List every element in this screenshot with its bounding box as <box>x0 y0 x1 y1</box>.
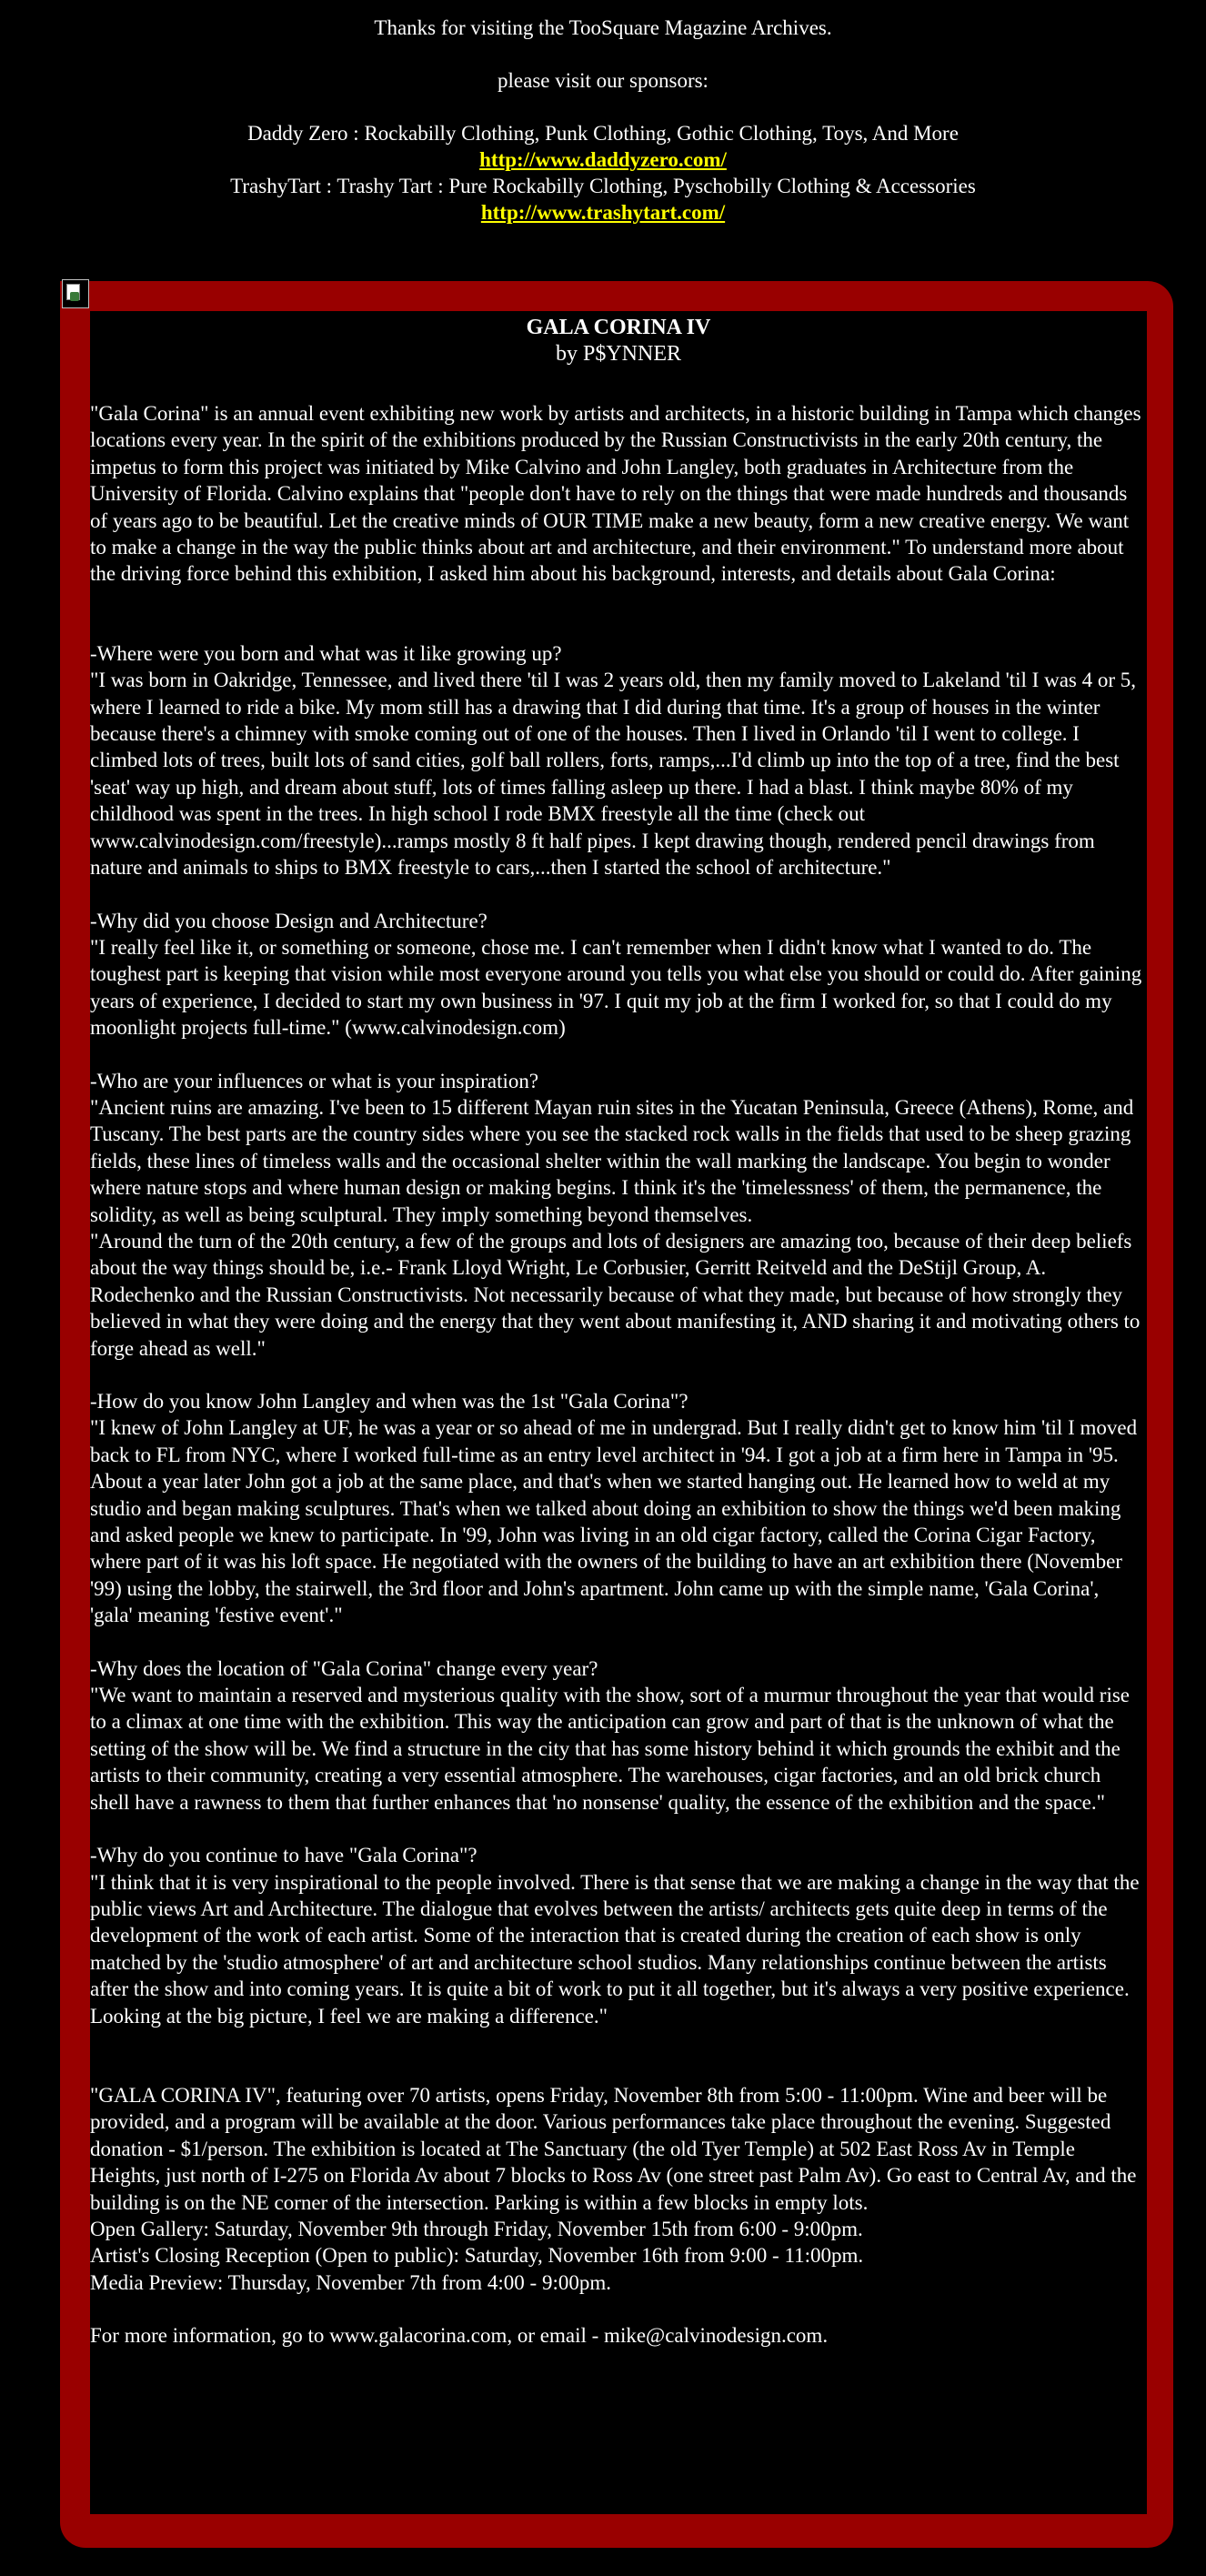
article-body <box>90 400 1147 2350</box>
sponsor-daddyzero-link[interactable]: http://www.daddyzero.com/ <box>479 148 727 171</box>
interview-question: -How do you know John Langley and when was the 1st "Gala Corina"? <box>90 1390 688 1413</box>
interview-answer: "I was born in Oakridge, Tennessee, and lived there 'til I was 2 years old, then my family moved to Lakeland 'til I was 4 or 5, where I learned to ride a bike. My mom still has a drawing that I did during that time. It's a group of houses in the winter because there's a chimney with smoke coming out of one of the houses. Then I lived in Orlando 'til I went to college. I climbed lots of trees, built lots of sand cities, golf ball rollers, forts, ramps,...I'd climb up into the top of a tree, find the best 'seat' way up high, and dream about stuff, lots of times falling asleep up there. I had a blast. I think maybe 80% of my childhood was spent in the trees. In high school I rode BMX freestyle all the time (check out www.calvinodesign.com/freestyle)...ramps mostly 8 ft half pipes. I kept drawing though, rendered pencil drawings from nature and animals to ships to BMX freestyle to cars,...then I started the school of architecture." <box>90 669 1137 880</box>
schedule-line: Media Preview: Thursday, November 7th from 4:00 - 9:00pm. <box>90 2270 611 2294</box>
event-schedule <box>90 2216 1143 2296</box>
sponsor-trashytart-text: TrashyTart : Trashy Tart : Pure Rockabilly Clothing, Pyschobilly Clothing & Accessories <box>230 175 976 197</box>
interview-item <box>90 1842 1143 2029</box>
interview-item <box>90 1655 1143 1816</box>
article-content <box>90 311 1147 2514</box>
interview-item <box>90 908 1143 1041</box>
schedule-line: Artist's Closing Reception (Open to public): Saturday, November 16th from 9:00 - 11:00pm. <box>90 2244 864 2268</box>
interview-question: -Why does the location of "Gala Corina" change every year? <box>90 1656 598 1680</box>
more-info: For more information, go to www.galacorina.com, or email - mike@calvinodesign.com. <box>90 2324 829 2348</box>
article-title: GALA CORINA IV <box>526 316 711 339</box>
schedule-line: Open Gallery: Saturday, November 9th through Friday, November 15th from 6:00 - 9:00pm. <box>90 2217 863 2240</box>
interview-answer: "Ancient ruins are amazing. I've been to 15 different Mayan ruin sites in the Yucatan Peninsula, Greece (Athens), Rome, and Tuscany. The best parts are the country sides where you see the stacked rock walls in the fields that used to be sheep grazing fields, these lines of timeless walls and the occasional shelter within the wall marking the landscape. You begin to wonder where nature stops and where human design or making begins. I think it's the 'timelessness' of them, the permanence, the solidity, as well as being sculptural. They imply something beyond themselves. <box>90 1095 1134 1226</box>
article-intro: "Gala Corina" is an annual event exhibiting new work by artists and architects, in a historic building in Tampa which changes locations every year. In the spirit of the exhibitions produced by the Russian Constructivists in the early 20th century, the impetus to form this project was initiated by Mike Calvino and John Langley, both graduates in Architecture from the University of Florida. Calvino explains that "people don't have to rely on the things that were made hundreds and thousands of years ago to be beautiful. Let the creative minds of OUR TIME make a new beauty, form a new creative energy. We want to make a change in the way the public thinks about art and architecture, and their environment." To understand more about the driving force behind this exhibition, I asked him about his background, interests, and details about Gala Corina: <box>90 402 1141 586</box>
interview-question: -Why do you continue to have "Gala Corina"? <box>90 1844 477 1867</box>
interview-answer: "I really feel like it, or something or someone, chose me. I can't remember when I didn't know what I wanted to do. The toughest part is keeping that vision while most everyone around you tells you what else you should or could do. After gaining years of experience, I decided to start my own business in '97. I quit my job at the firm I worked for, so that I could do my moonlight projects full-time." (www.calvinodesign.com) <box>90 935 1142 1040</box>
interview-item <box>90 1068 1143 1362</box>
interview-question: -Why did you choose Design and Architecture? <box>90 909 487 932</box>
interview-answer: "I knew of John Langley at UF, he was a year or so ahead of me in undergrad. But I really didn't get to know him 'til I moved back to FL from NYC, where I worked full-time as an entry level architect in '94. I got a job at a firm here in Tampa in '95. About a year later John got a job at the same place, and that's when we started hanging out. He learned how to weld at my studio and began making sculptures. That's when we talked about doing an exhibition to show the things we'd been making and asked people we knew to participate. In '99, John was living in an old cigar factory, called the Corina Cigar Factory, where part of it was his loft space. He negotiated with the owners of the building to have an art exhibition there (November '99) using the lobby, the stairwell, the 3rd floor and John's apartment. John came up with the simple name, 'Gala Corina', 'gala' meaning 'festive event'." <box>90 1416 1138 1627</box>
spacer <box>0 41 1206 67</box>
site-header <box>0 15 1206 226</box>
interview-section <box>90 640 1143 2029</box>
sponsor-daddyzero-text: Daddy Zero : Rockabilly Clothing, Punk Clothing, Gothic Clothing, Toys, And More <box>247 122 959 145</box>
spacer <box>0 94 1206 120</box>
interview-question: -Where were you born and what was it like growing up? <box>90 641 562 665</box>
interview-answer: "I think that it is very inspirational to the people involved. There is that sense that we are making a change in the way that the public views Art and Architecture. The dialogue that evolves between the artists/ architects gets quite deep in terms of the development of the work of each artist. Some of the interaction that is created during the creation of each show is only matched by the 'studio atmosphere' of art and architecture school studios. Many relationships continue between the artists after the show and into coming years. It is quite a bit of work to put it all together, but it's always a very positive experience. Looking at the big picture, I feel we are making a difference." <box>90 1870 1140 2028</box>
image-placeholder-mark <box>70 292 79 301</box>
broken-image-icon <box>62 279 89 308</box>
event-details: "GALA CORINA IV", featuring over 70 artists, opens Friday, November 8th from 5:00 - 11:00pm. Wine and beer will be provided, and a program will be available at the door. Various performances take place throughout the evening. Suggested donation - $1/person. The exhibition is located at The Sanctuary (the old Tyer Temple) at 502 East Ross Av in Temple Heights, just north of I-275 on Florida Av about 7 blocks to Ross Av (one street past Palm Av). Go east to Central Av, and the building is on the NE corner of the intersection. Parking is within a few blocks in empty lots. <box>90 2083 1137 2214</box>
interview-question: -Who are your influences or what is your inspiration? <box>90 1069 539 1092</box>
interview-item <box>90 1388 1143 1629</box>
article-heading <box>90 315 1147 367</box>
visit-sponsors-label: please visit our sponsors: <box>497 69 709 92</box>
sponsor-trashytart-link[interactable]: http://www.trashytart.com/ <box>480 201 726 224</box>
interview-answer: "We want to maintain a reserved and mysterious quality with the show, sort of a murmur throughout the year that would rise to a climax at one time with the exhibition. This way the anticipation can grow and part of that is the unknown of what the setting of the show will be. We find a structure in the city that has some history behind it which grounds the exhibit and the artists to their community, creating a very essential atmosphere. The warehouses, cigar factories, and an old brick church shell have a rawness to them that further enhances that 'no nonsense' quality, the essence of the exhibition and the space." <box>90 1684 1131 1814</box>
thanks-message: Thanks for visiting the TooSquare Magazine Archives. <box>374 16 832 39</box>
article-byline: by P$YNNER <box>555 342 681 366</box>
interview-answer: "Around the turn of the 20th century, a few of the groups and lots of designers are amazing too, because of their deep beliefs about the way things should be, i.e.- Frank Lloyd Wright, Le Corbusier, Gerritt Reitveld and the DeStijl Group, A. Rodechenko and the Russian Constructivists. Not necessarily because of what they made, but because of how strongly they believed in what they were doing and the energy that they went about manifesting it, AND sharing it and motivating others to forge ahead as well." <box>90 1229 1141 1360</box>
interview-item <box>90 640 1143 881</box>
